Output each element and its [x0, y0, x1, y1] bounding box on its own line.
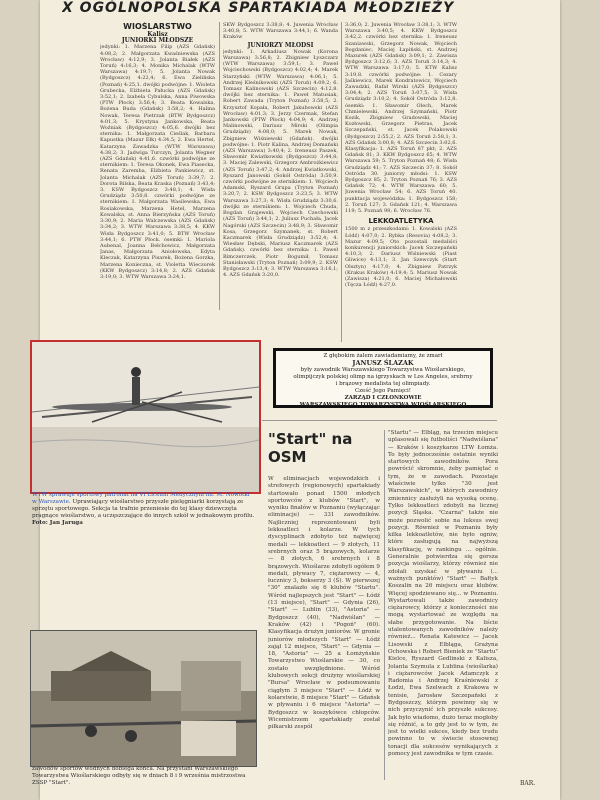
- photo-rowing-girls: [30, 340, 261, 494]
- photo-caption-2: [32, 766, 256, 787]
- results-text: 3:36,0; 2. Juwenia Wrocław 3:38,1; 3. WTW Warszawa 3:40,5; 4. KKW Bydgoszcz 3:42,2. czwórki bez sternika: 1. Ireneusz Szaniawski, Grzegorz Nowak, Wojciech Bogdaniec, Maciej Łapiński, st. Andrzej Mazurek (AZS Gdańsk) 3:09,1; 2. Zawisza Bydgoszcz 3:12,6; 3. AZS Toruń 3:14,3; 4. WTW Warszawa 3:17,0; 5. KTW Kalisz 3:19,8. czwórki podwójne: 1. Cezary Jaśkiewicz, Marek Kondratowicz, Wojciech Zawadzki, Rafał Wirski (AZS Bydgoszcz) 3:04,4; 2. AZS Toruń 3:07,5; 3. Wisła Grudziądz 3:10,2; 4. Sokół Ostróda 3:12,8. ósemki: 1. Sławomir Olech, Marek Chmielewski, Andrzej Szymański, Piotr Kozik, Zbigniew Gradowski, Maciej Kozłowski, Grzegorz Pietras, Jacek Szczepański, st. Jacek Polakowski (Bydgoszcz) 2:55,2; 2. AZS Toruń 2:58,1; 3. AZS Gdańsk 3:00,8; 4. AZS Szczecin 3:02,6. Klasyfikacja: 1. AZS Toruń 87 pkt; 2. AZS Gdańsk 81; 3. KKW Bydgoszcz 65; 4. WTW Warszawa 59; 5. Tryton Poznań 48; 6. Wisła Grudziądz 41; 7. AZS Szczecin 37; 8. Sokół Ostróda 30. juniorzy młodsi: 1. KSW Bydgoszcz 85; 2. Tryton Poznań 76; 3. AZS Gdańsk 72; 4. WTW Warszawa 60; 5. Juwenia Wrocław 54; 6. AZS Toruń 40. punktacja wojewódzka: 1. Bydgoszcz 158; 2. Toruń 127; 3. Gdańsk 121; 4. Warszawa 119; 5. Poznań 98; 6. Wrocław 76.: [345, 22, 457, 215]
- article-column-a: [268, 476, 380, 776]
- photo-credit: Foto: Jan Jaruga: [32, 520, 83, 526]
- caption-text: zawodów sportów wodnych dobiega końca. Na przystani Warszawskiego Towarzystwa Wioślarskiego odbyły się w dniach 8 i 9 września mistrzostwa ZSSP "Start".: [32, 766, 246, 786]
- section-category: JUNIORZY MŁODSI: [247, 41, 314, 49]
- photo-caption-1: [32, 492, 256, 527]
- photo-image: [31, 631, 256, 766]
- photo-regatta: [30, 630, 257, 767]
- section-category: JUNIORKI MŁODSZE: [121, 37, 194, 45]
- section-location: Kalisz: [147, 31, 168, 38]
- obit-signature: WARSZAWSKIEGO TOWARZYSTWA WIOŚLARSKIEGO: [299, 402, 467, 408]
- column-divider: [341, 22, 342, 342]
- results-text: jedynki: 1. Marzena Filip (AZS Gdańsk) 4:08,2; 2. Małgorzata Kwaśniewska (AZS Wrocław) 4:12,9; 3. Jolanta Białek (AZS Toruń) 4:16,3; 4. Monika Michalak (WTW Warszawa) 4:19,7; 5. Jolanta Nowak (Bydgoszcz) 4:22,4; 6. Ewa Zielińska (Poznań) 4:25,1. dwójki podwójne: 1. Wioleta Grubecka, Elżbieta Pałucka (AZS Gdańsk) 3:52,1; 2. Izabela Cybulska, Anna Piwowska (PTW Płock) 3:56,4; 3. Beata Kowalska, Bożena Buda (Gdańsk) 3:58,2; 4. Halina Nowak, Teresa Pietrzak (BTW Bydgoszcz) 4:01,3; 5. Krystyna Jankowska, Beata Woźniak (Bydgoszcz) 4:05,6. dwójki bez sternika: 1. Małgorzata Cieślak, Barbara Kapustka (Mazur Ełk) 4:34,5; 2. Ewa Hertel, Katarzyna Zawadzka (WTW Warszawa) 4:38,2; 3. Jadwiga Turczyn, Jolanta Wegner (AZS Gdańsk) 4:41,6. czwórki podwójne ze sternikiem: 1. Teresa Okonek, Ewa Piasecka, Renata Zaremba, Elżbieta Pankiewicz, st. Jolanta Michalak (AZS Toruń) 3:39,7; 2. Dorota Bilska, Beata Kraska (Poznań) 3:43,4; 3. KSW Bydgoszcz 3:48,1; 4. Wisła Grudziądz 3:50,8. czwórki podwójne ze sternikiem: 1. Małgorzata Wasilewska, Ewa Rosiakowska, Marzena Hetel, Marzena Kowalska, st. Anna Bierzyńska (AZS Toruń) 3:30,9; 2. Maria Walczewska (AZS Gdańsk) 3:34,2; 3. WTW Warszawa 3:38,5; 4. KKW Wisła Bydgoszcz 3:41,0; 5. BTW Wrocław 3:44,1; 6. PTW Płock. ósemki: 1. Mariola Aubenal, Joanna Bełchowicz, Małgorzata Janas, Małgorzata Aniołowska, Edyta Kleczak, Katarzyna Pisarek, Bożena Gorzka, Marzena Konieczna, st. Violetta Wieczorek (KKW Bydgoszcz) 3:14,8; 2. AZS Gdańsk 3:19,0; 3. WTW Warszawa 3:24,1.: [100, 44, 215, 280]
- photo-image: [32, 342, 259, 492]
- page-headline: X OGÓLNOPOLSKA SPARTAKIADA MŁODZIEŻY: [62, 0, 455, 16]
- column-rowing-juniors-boys: [223, 22, 338, 310]
- author-signature: BAR.: [520, 780, 536, 787]
- results-text-top: SKW Bydgoszcz 3:38,8; 4. Juwenia Wrocław 3:40,8; 5. WTW Warszawa 3:44,1; 6. Wanda Kraków: [223, 22, 338, 41]
- obit-name: JANUSZ ŚLAZAK: [352, 359, 414, 367]
- article-text: W eliminacjach wojewódzkich i strefowych (regionowych) spartakiady startowało ponad 1500 młodych sportowców z klubów "Start", w wyniku finałów w Poznaniu (wyłączając eliminacje) — 331 zawodników. Najliczniej reprezentowani byli lekkoatleci i kolarze. W tych dyscyplinach zdobyto też najwięcej medali — lekkoatleci — 9 złotych, 11 srebrnych oraz 5 brązowych, kolarze — 8 złotych, 6 srebrnych i 8 brązowych. Wioślarze zdobyli ogółem 9 medali, pływacy 7, ciężarowcy — 4, łucznicy 3, bokserzy 3 (Ś). W pierwszej "30" znalazło się 6 klubów "Startu". Wśród najlepszych jest "Start" — Łódź (13 miejsce), "Start" — Gdynia (26), "Start" — Lublin (33), "Astoria" — Bydgoszcz (40), "Nadwiślan" — Kraków (42) i "Pogoń" (60). Klasyfikacja drużyn juniorów. W gronie juniorów młodszych "Start" — Łódź zajął 12 miejsce, "Start" — Gdynia — 18, "Astoria" — 25 a Łomżyńskie Towarzystwo Wioślarskie — 30, co zostało uwzględnione. Wśród klubowych sekcji drużyny wioślarskiej "Bursa" Wrocław w podsumowaniu ciągłym 3 miejsce "Start" — Łódź w kolarstwie, 8 miejsce "Start" — Gdańsk w pływaniu i 6 miejsce "Astoria" — Bydgoszcz w koszykówce chłopców. Wicemistrzem spartakiady został piłkarski zespół: [268, 476, 380, 731]
- athletics-text: 1500 m z przeszkodami: 1. Kowalski (AZS Łódź) 4:07,0; 2. Rybka (Resovia) 4:08,2; 3. Mazur 4:09,5; Oto pozostali medaliści konkurencji juniorskich: Jacek Szczepański 4:10,3; 2. Dariusz Wiśniewski (Piast Gliwice) 4:13,1; 3. Jan Szewczyk (Start Olsztyn) 4:17,0; 4. Zbigniew Patrzyk (Krakus Kraków) 4:19,4; 5. Mariusz Nowak (Zawisza) 4:21,0; 6. Maciej Michałowski (Tęcza Łódź) 4:27,0.: [345, 226, 457, 289]
- caption-text: Uprawiający wioślarstwo przyszłe pielęgniarki korzystają ze sprzętu sportowego. Sekcja ta trafnie przeniesie do tej klasy dziewczęta pragnące wioślarstwo, a uczęszczające do innych szkół w jednakowym profilu.: [32, 499, 255, 519]
- article-text: "Startu" — Elbląg, na trzecim miejscu uplasowali się futboliści "Nadwiślana" — Kraków i koszykarze LTW Łomża. To były jednocześnie ostatnie wyniki startowych zawodników. Pora powrócić skromnie, żeby pamiętać o tym, że w zawodach. Pozostaje właściwie tylko "30 jest Warszawskich", w których zawodnicy zmiennicy zasłużyli na wysoką ocenę. Tylko lekkoatleci zdobyli na licznej pozycji Śląska. "Czarna" także nie może pozwolić sobie na luksus swej pozycji. Również w Poznaniu były kilka lekkoatletów, nie było ogniw, które zasługują na najwyższą klasyfikację, w rankingu ... ogólnie. Generalnie potwierdza się gorsza pozycja wioślarzy, którzy również nie zdołali uzyskać w pływaniu (... ważnych punktów) "Start" — Bałtyk Koszalin na 26 miejscu oraz klubów. Więcej spodziewano się... w Poznaniu. Wystartowali także zawodnicy ciężarowcy, którzy z konieczności nie mogą wystartować ze względu na słabe przygotowanie. Na liście utalentowanych zawodników należy również... Renata Katewicz — Jacek Lisowski z Elbląga, Grażyna Ochowska i Robert Bieniek ze "Startu" Kielce, Ryszard Gedlinski z Kalisza, Jolanta Szymula z Lublina (wioślarka) i ciężarowców Jacek Adamczyk z Radomia i Andrzej Kraśniewski z Łodzi, Ewa Szelwach z Krakowa w tenisie, Jarosław Szczepański z Bydgoszczy, którym powinny się w nich przyczynić ich przyszłe sukcesy. Jak było wiadomo, dużo teraz mogłoby się różnić, a to gdy jest to w tym, że jest to wielki sukces, kiedy bez trudu powinno to w świecie stosownej tonacji dla sukcesów wynikających z pomocy jest zawodnika w tym czasie.: [388, 430, 498, 758]
- article-title: "Start" na OSM: [268, 430, 353, 466]
- caption-highlight: WTW sprawuje sportowy patronat na VI Liceum Medycznym im. M. Nowotki w Warszawie.: [32, 492, 250, 505]
- section-heading-rowing: WIOŚLARSTWO: [123, 22, 192, 31]
- obit-line: i brązowy medalista tej olimpiady.: [335, 381, 431, 387]
- column-rowing-classification: [345, 22, 457, 342]
- obituary-notice: [273, 348, 493, 408]
- article-divider: [262, 420, 497, 421]
- column-divider: [384, 430, 385, 780]
- obit-line: były zawodnik Warszawskiego Towarzystwa Wioślarskiego,: [300, 367, 466, 373]
- obit-line: olimpijczyk polskiej olimp na igrzyskach w Los Angeles, srebrny: [293, 374, 473, 380]
- obit-line: Cześć Jego Pamięci!: [354, 388, 412, 394]
- article-column-b: [388, 430, 498, 778]
- column-divider: [219, 22, 220, 310]
- column-rowing-juniors-girls: [100, 22, 215, 310]
- section-heading-athletics: LEKKOATLETYKA: [368, 217, 434, 226]
- obit-signature: ZARZĄD I CZŁONKOWIE: [344, 395, 422, 401]
- results-text: jedynki: 1. Arkadiusz Nowak (Korona Warszawa) 3:56,8; 2. Zbigniew Łyszczarz (WTW Warszawa) 3:59,1; 3. Paweł Wojciechowski (Bydgoszcz) 4:02,4; 4. Marek Starzyński (WTW Warszawa) 4:06,1; 5. Andrzej Kleśnikowski (AZS Toruń) 4:09,2; 6. Tomasz Kalinowski (AZS Szczecin) 4:12,8. dwójki bez sternika: 1. Paweł Matusiak, Robert Zawada (Tryton Poznań) 3:58,5; 2. Krzysztof Kopała, Robert Jakubowski (AZS Wrocław) 4:01,3; 3. Jerzy Czermak, Stefan Jankowski (PTW Płock) 4:04,9; 4. Andrzej Malinowski, Dariusz Mirski (Olimpia Grudziądz) 4:08,0; 5. Marek Nowak, Zbigniew Wiśniewski (Gdańsk). dwójki podwójne: 1. Piotr Kalina, Andrzej Domański (AZS Warszawa) 3:40,4; 2. Ireneusz Paszek, Sławomir Kwiatkowski (Bydgoszcz) 3:44,8; 3. Maciej Zalewski, Grzegorz Ambrożkiewicz (AZS Toruń) 3:47,2; 4. Andrzej Kwiatkowski, Ryszard Janowski (Sokół Ostróda) 3:50,9. czwórki podwójne ze sternikiem: 1. Wojciech Adamski, Ryszard Grupa (Tryton Poznań) 3:20,7; 2. KSW Bydgoszcz 3:23,5; 3. WTW Warszawa 3:27,3; 4. Wisła Grudziądz 3:30,6. dwójki ze sternikiem: 1. Wojciech Chuda, Bogdan Grajewski, Wojciech Czechowski (AZS Toruń) 3:44,1; 2. Juliusz Puchała, Jacek Nagórski (AZS Szczecin) 3:48,9; 3. Sławomir Kosa, Grzegorz Szymanek, st. Robert Kaczmarek (Wisła Grudziądz) 3:52,4; 4. Wiesław Dębski, Mariusz Kaczmarek (AZS Gdańsk). czwórki bez sternika: 1. Paweł Bimczerczek, Piotr Bogumił, Tomasz Stanisławski (Tryton Poznań) 3:09,9; 2. KSW Bydgoszcz 3:13,4; 3. WTW Warszawa 3:16,1; 4. AZS Gdańsk 3:20,0.: [223, 48, 338, 279]
- obit-line: Z głębokim żalem zawiadamiamy, że zmarł: [323, 353, 443, 359]
